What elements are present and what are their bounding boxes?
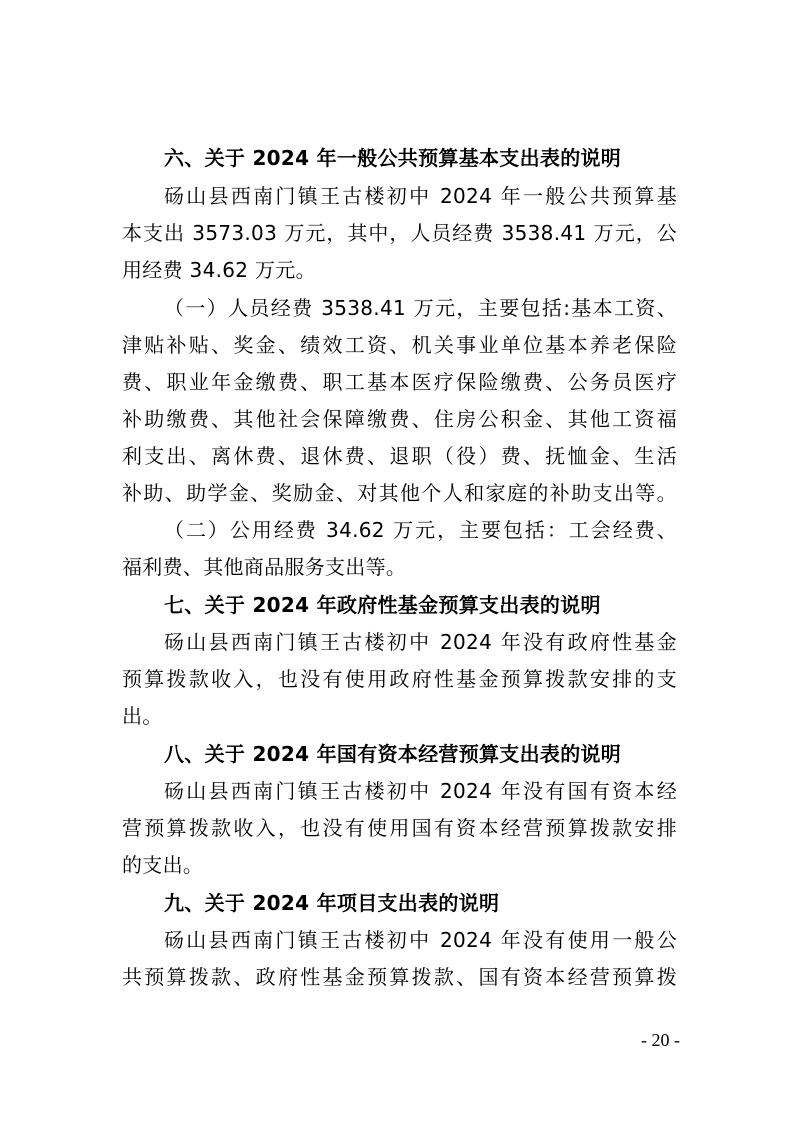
- section-9-paragraph-line-2: 共预算拨款、政府性基金预算拨款、国有资本经营预算拨: [122, 965, 677, 989]
- section-9-heading: 九、关于 2024 年项目支出表的说明: [164, 891, 500, 915]
- section-7-paragraph-line-1: 砀山县西南门镇王古楼初中 2024 年没有政府性基金: [164, 630, 677, 654]
- section-8-paragraph-line-1: 砀山县西南门镇王古楼初中 2024 年没有国有资本经: [164, 779, 677, 803]
- section-8-heading: 八、关于 2024 年国有资本经营预算支出表的说明: [164, 742, 622, 766]
- section-6-paragraph-2-line-5: 利支出、离休费、退休费、退职（役）费、抚恤金、生活: [122, 444, 677, 468]
- section-6-heading: 六、关于 2024 年一般公共预算基本支出表的说明: [164, 146, 622, 170]
- section-7-paragraph-line-3: 出。: [122, 704, 163, 728]
- section-7-heading: 七、关于 2024 年政府性基金预算支出表的说明: [164, 593, 601, 617]
- section-6-paragraph-2-line-4: 补助缴费、其他社会保障缴费、住房公积金、其他工资福: [122, 407, 677, 431]
- section-6-paragraph-1-line-1: 砀山县西南门镇王古楼初中 2024 年一般公共预算基: [164, 184, 677, 208]
- section-8-paragraph-line-2: 营预算拨款收入，也没有使用国有资本经营预算拨款安排: [122, 816, 677, 840]
- page-number: - 20 -: [641, 1030, 680, 1050]
- section-6-paragraph-2-line-6: 补助、助学金、奖励金、对其他个人和家庭的补助支出等。: [122, 481, 677, 505]
- section-9-paragraph-line-1: 砀山县西南门镇王古楼初中 2024 年没有使用一般公: [164, 928, 677, 952]
- section-8-paragraph-line-3: 的支出。: [122, 853, 204, 877]
- section-6-paragraph-2-line-1: （一）人员经费 3538.41 万元，主要包括:基本工资、: [164, 296, 677, 320]
- section-6-paragraph-1-line-3: 用经费 34.62 万元。: [122, 258, 316, 282]
- section-6-paragraph-1-line-2: 本支出 3573.03 万元，其中，人员经费 3538.41 万元，公: [122, 221, 677, 245]
- section-6-paragraph-2-line-2: 津贴补贴、奖金、绩效工资、机关事业单位基本养老保险: [122, 333, 677, 357]
- section-6-paragraph-3-line-1: （二）公用经费 34.62 万元，主要包括：工会经费、: [164, 518, 677, 542]
- section-6-paragraph-3-line-2: 福利费、其他商品服务支出等。: [122, 555, 407, 579]
- section-6-paragraph-2-line-3: 费、职业年金缴费、职工基本医疗保险缴费、公务员医疗: [122, 370, 677, 394]
- section-7-paragraph-line-2: 预算拨款收入，也没有使用政府性基金预算拨款安排的支: [122, 667, 677, 691]
